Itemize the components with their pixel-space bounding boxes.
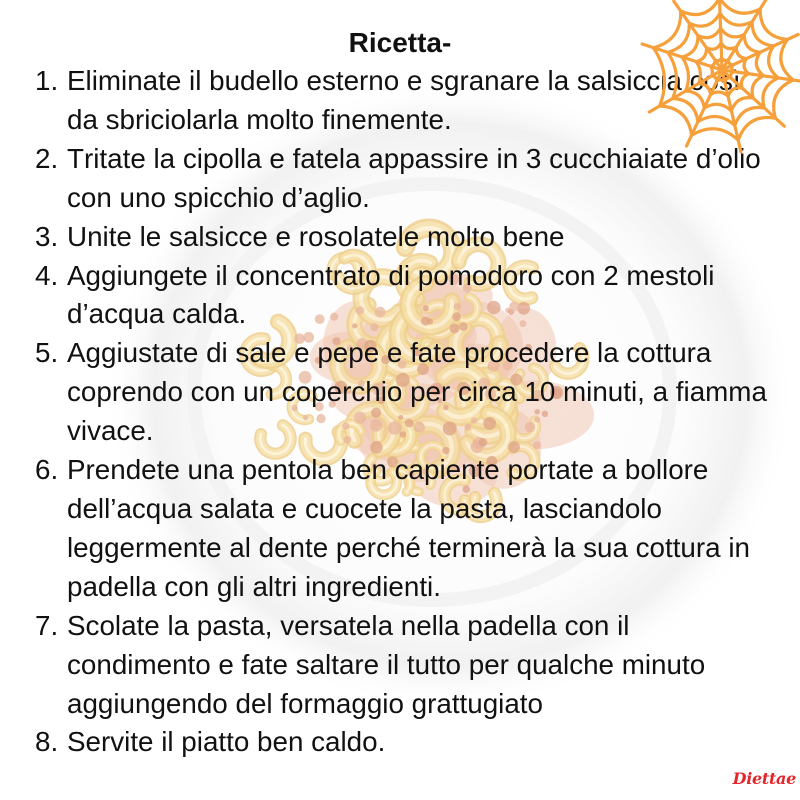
brand-logo: Diettae — [732, 769, 796, 788]
step-number: 7. — [35, 609, 59, 641]
step-number: 3. — [35, 220, 59, 252]
step-text: Prendete una pentola ben capiente portate a bollore dell’acqua salata e cuocete la pasta, lasciandolo leggermente al dente perché terminerà la sua cottura in padella con gli altri ingredienti. — [67, 454, 750, 602]
recipe-step-1 — [35, 62, 775, 140]
step-number: 1. — [35, 65, 59, 96]
step-number: 2. — [35, 142, 59, 174]
step-number: 8. — [35, 726, 59, 758]
recipe-step-3 — [35, 218, 775, 257]
step-text: Eliminate il budello esterno e sgranare la salsiccia così da sbriciolarla molto finemente. — [67, 65, 741, 135]
step-number: 4. — [35, 259, 59, 291]
recipe-title: Ricetta- — [348, 27, 452, 58]
step-text: Scolate la pasta, versatela nella padella con il condimento e fate saltare il tutto per qualche minuto aggiungendo del formaggio grattugiato — [67, 609, 706, 719]
recipe-step-4 — [35, 257, 775, 335]
step-text: Tritate la cipolla e fatela appassire in 3 cucchiaiate d’olio con uno spicchio d’aglio. — [67, 142, 761, 213]
step-text: Servite il piatto ben caldo. — [67, 726, 386, 758]
recipe-step-5 — [35, 334, 775, 451]
recipe-step-8 — [35, 723, 775, 762]
recipe-step-6 — [35, 451, 775, 607]
step-number: 6. — [35, 454, 59, 486]
recipe-step-2 — [35, 140, 775, 218]
recipe-steps — [35, 62, 775, 762]
step-number: 5. — [35, 337, 59, 369]
recipe-step-7 — [35, 607, 775, 724]
step-text: Unite le salsicce e rosolatele molto bene — [67, 220, 565, 252]
step-text: Aggiungete il concentrato di pomodoro con 2 mestoli d’acqua calda. — [67, 259, 715, 330]
step-text: Aggiustate di sale e pepe e fate procedere la cottura coprendo con un coperchio per circa 10 minuti, a fiamma vivace. — [67, 337, 767, 447]
